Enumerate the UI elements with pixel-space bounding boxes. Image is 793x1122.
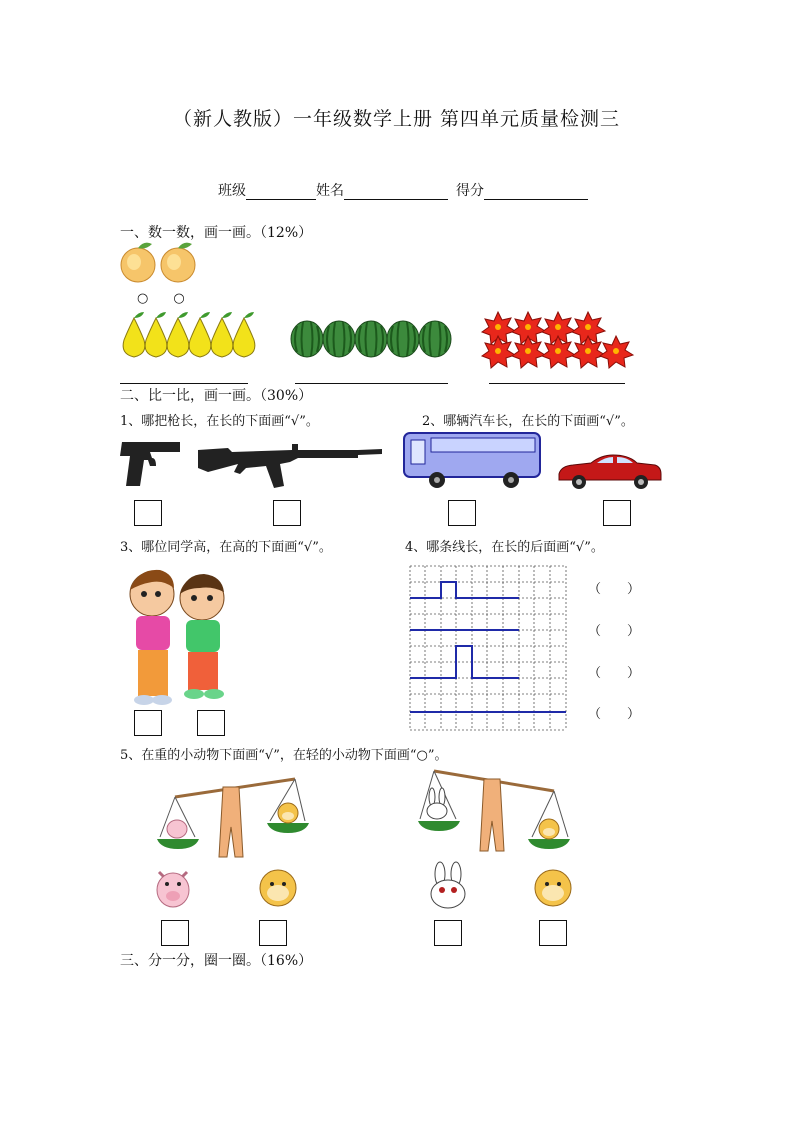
name-field[interactable] [344,184,448,200]
question-3: 3、哪位同学高，在高的下面画“√”。 [120,540,332,555]
balance-scale-right [418,767,573,859]
car-image [555,452,663,490]
monkey-face-icon [533,866,573,910]
answer-paren-2[interactable]: （ ） [588,624,641,639]
info-line [218,180,588,200]
class-field[interactable] [246,184,316,200]
girl-icon [130,570,174,705]
score-field[interactable] [484,184,588,200]
balance-scale-left [155,775,310,863]
checkbox-pistol[interactable] [134,500,162,526]
question-5: 5、在重的小动物下面画“√”，在轻的小动物下面画“○”。 [120,748,448,763]
peach-pair-image [120,240,200,286]
watermelons-image [290,318,450,360]
answer-line-pears[interactable] [120,383,248,384]
checkbox-pig[interactable] [161,920,189,946]
peach-icon [161,243,195,282]
monkey-face-icon [278,803,298,823]
bus-image [401,430,543,490]
rifle-image [196,436,386,488]
peach-icon [121,243,155,282]
class-label: 班级 [218,183,246,199]
answer-line-melons[interactable] [295,383,448,384]
name-label: 姓名 [316,183,344,199]
rabbit-face-icon [428,862,468,910]
score-label: 得分 [456,183,484,199]
question-2: 2、哪辆汽车长，在长的下面画“√”。 [422,414,634,429]
section1-heading: 一、数一数，画一画。（12%） [120,225,313,241]
page-title: （新人教版）一年级数学上册 第四单元质量检测三 [172,108,621,130]
checkbox-boy[interactable] [197,710,225,736]
section3-heading: 三、分一分，圈一圈。（16%） [120,953,313,969]
rabbit-face-icon [427,788,447,819]
answer-paren-1[interactable]: （ ） [588,582,641,597]
monkey-face-icon [258,866,298,910]
checkbox-monkey-2[interactable] [539,920,567,946]
answer-line-flowers[interactable] [489,383,625,384]
section2-heading: 二、比一比，画一画。（30%） [120,388,313,404]
pear-icon [123,312,145,357]
pistol-image [120,440,182,488]
pig-face-icon [167,820,187,838]
watermelon-icon [291,321,323,357]
monkey-face-icon [539,819,559,839]
answer-paren-4[interactable]: （ ） [588,707,641,722]
students-image [122,564,234,708]
checkbox-monkey-1[interactable] [259,920,287,946]
line-grid [409,565,567,731]
answer-paren-3[interactable]: （ ） [588,666,641,681]
checkbox-rifle[interactable] [273,500,301,526]
question-4: 4、哪条线长，在长的后面画“√”。 [405,540,604,555]
boy-icon [180,574,224,699]
checkbox-girl[interactable] [134,710,162,736]
flowers-image [484,310,634,362]
checkbox-bus[interactable] [448,500,476,526]
question-1: 1、哪把枪长，在长的下面画“√”。 [120,414,319,429]
example-circles: ○ ○ [137,291,191,306]
checkbox-rabbit[interactable] [434,920,462,946]
checkbox-car[interactable] [603,500,631,526]
pears-image [120,308,255,360]
pig-face-icon [155,866,191,910]
